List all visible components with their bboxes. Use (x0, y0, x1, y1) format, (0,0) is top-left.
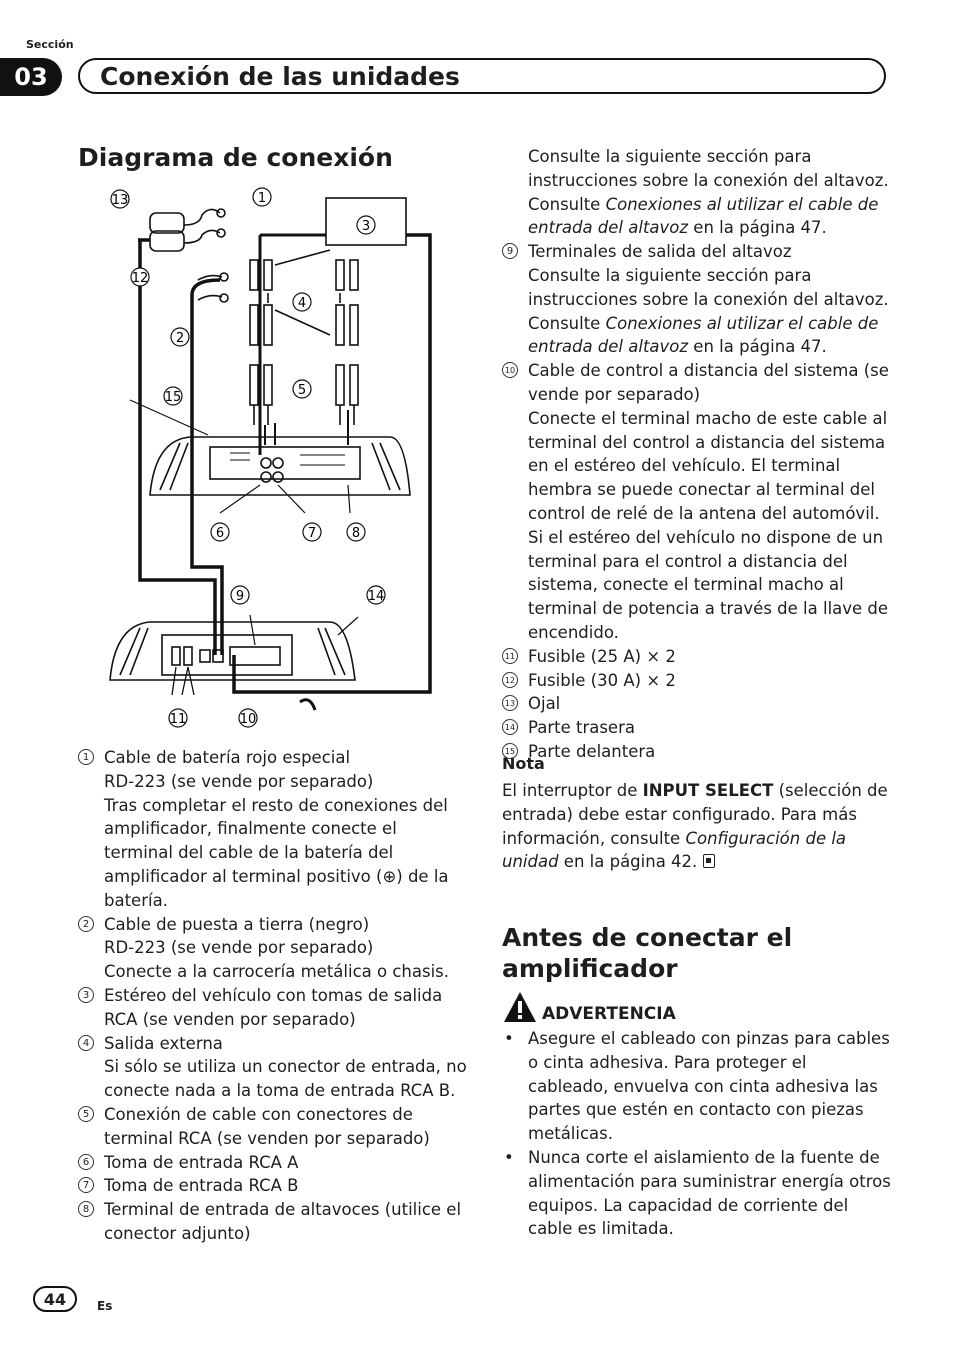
legend-item-13 (502, 692, 894, 716)
legend-text: Conecte a la carrocería metálica o chasis. (104, 962, 450, 982)
callout-13 (111, 190, 129, 208)
legend-text: Parte trasera (528, 718, 635, 738)
page-number: 44 (33, 1286, 77, 1312)
legend-text: Consulte la siguiente sección para instrucciones sobre la conexión del altavoz. Consulte (528, 147, 889, 214)
svg-text:15: 15 (164, 390, 182, 405)
legend-text: Fusible (25 A) × 2 (528, 646, 676, 666)
callout-2 (171, 328, 189, 346)
warning-bullets (502, 1027, 892, 1241)
note-body (502, 779, 890, 874)
legend-text: Terminal de entrada de altavoces (utilice el conector adjunto) (104, 1200, 462, 1243)
svg-text:11: 11 (169, 712, 187, 727)
callout-4 (293, 293, 311, 311)
language-code: Es (97, 1299, 113, 1313)
warning-bullet: • Nunca corte el aislamiento de la fuente de alimentación para suministrar energía otros equipos. La capacidad de corriente del cable es limitada. (502, 1146, 892, 1241)
legend-text: Cable de batería rojo especial (104, 748, 351, 767)
legend-text: Si sólo se utiliza un conector de entrada, no conecte nada a la toma de entrada RCA B. (104, 1057, 467, 1101)
callout-7 (303, 523, 321, 541)
callout-1 (253, 188, 271, 206)
callout-5 (293, 380, 311, 398)
legend-item-11 (502, 645, 894, 669)
callout-number: 2 (78, 916, 94, 932)
note-text: (selección de entrada) debe estar configurado. Para más información, consulte (502, 781, 888, 848)
warning-bullet: • Asegure el cableado con pinzas para cables o cinta adhesiva. Para proteger el cableado, envuelva con cinta adhesiva las partes que estén en contacto con piezas metálicas. (502, 1027, 892, 1146)
callout-15 (164, 387, 182, 405)
note-title: Nota (502, 754, 545, 773)
callout-number: 12 (502, 672, 518, 688)
rca-cables (250, 250, 358, 425)
legend-text: Conexión de cable con conectores de terminal RCA (se venden por separado) (104, 1104, 430, 1148)
ground-cable (192, 280, 225, 655)
callout-number: 3 (78, 987, 94, 1003)
legend-item-5 (78, 1103, 470, 1151)
connection-diagram (100, 185, 460, 740)
legend-text: Salida externa (104, 1033, 223, 1053)
note-keyword: INPUT SELECT (642, 781, 774, 800)
svg-text:14: 14 (367, 589, 385, 604)
callout-number: 9 (502, 243, 518, 259)
svg-text:1: 1 (257, 191, 267, 206)
callout-14 (367, 586, 385, 604)
connection-diagram-svg (100, 185, 460, 740)
legend-item-14 (502, 716, 894, 740)
svg-text:8: 8 (351, 526, 361, 541)
callout-number: 8 (78, 1201, 94, 1217)
legend-item-7 (78, 1174, 470, 1198)
callout-10 (239, 709, 257, 727)
cross-reference: Conexiones al utilizar el cable de entrada del altavoz (528, 194, 879, 238)
warning-triangle-icon (502, 990, 538, 1024)
callout-number: 6 (78, 1154, 94, 1170)
warning-label: ADVERTENCIA (542, 1004, 676, 1024)
legend-text: Estéreo del vehículo con tomas de salida RCA (se venden por separado) (104, 985, 443, 1029)
callout-3 (357, 216, 375, 234)
callout-9 (231, 586, 249, 604)
callout-number: 13 (502, 695, 518, 711)
legend-text: en la página 47. (688, 218, 827, 238)
svg-text:12: 12 (131, 271, 149, 286)
cross-reference: Configuración de la unidad (502, 828, 847, 872)
callout-11 (169, 709, 187, 727)
legend-item-3 (78, 984, 470, 1032)
svg-text:7: 7 (307, 526, 317, 541)
legend-item-12 (502, 669, 894, 693)
legend-text: Consulte la siguiente sección para instrucciones sobre la conexión del altavoz. Consulte (528, 265, 889, 333)
legend-text: en la página 47. (688, 337, 827, 357)
svg-text:10: 10 (239, 712, 257, 727)
legend-text: Cable de puesta a tierra (negro) (104, 914, 370, 934)
legend-text: Fusible (30 A) × 2 (528, 670, 676, 690)
section-number-badge: 03 (0, 58, 62, 96)
end-of-section-icon (703, 854, 715, 868)
section-title: Conexión de las unidades (78, 58, 886, 94)
callout-number: 14 (502, 719, 518, 735)
callout-number: 10 (502, 362, 518, 378)
legend-text: Parte delantera (528, 741, 656, 761)
legend-text: Ojal (528, 694, 561, 714)
svg-text:13: 13 (111, 193, 129, 208)
svg-text:9: 9 (235, 589, 245, 604)
diagram-title: Diagrama de conexión (78, 143, 393, 172)
legend-text: RD-223 (se vende por separado) (104, 771, 374, 791)
legend-text: Conecte el terminal macho de este cable al terminal del control a distancia del sistema en el estéreo del vehículo. El terminal hembra se puede conectar al terminal del control de relé de la antena del automóvil. Si el estéreo del vehículo no dispone de un terminal para el control a distancia del sistema, conecte el terminal macho al terminal de potencia a través de la llave de encendido. (528, 408, 889, 642)
legend-item-8 (78, 1198, 470, 1246)
callout-number: 7 (78, 1177, 94, 1193)
callout-number: 5 (78, 1106, 94, 1122)
antes-title: Antes de conectar el amplificador (502, 923, 793, 983)
callout-number: 11 (502, 648, 518, 664)
callout-number: 1 (78, 749, 94, 765)
legend-text: Cable de control a distancia del sistema (se vende por separado) (528, 361, 889, 404)
fuse-holder-top (150, 213, 184, 233)
legend-item-15 (502, 740, 894, 764)
callout-number: 15 (502, 743, 518, 759)
callout-number: 4 (78, 1035, 94, 1051)
legend-item-6 (78, 1151, 470, 1175)
legend-item-9 (502, 240, 894, 359)
legend-item-2 (78, 913, 470, 984)
note-text: El interruptor de (502, 781, 643, 800)
callout-8 (347, 523, 365, 541)
note-text: en la página 42. (558, 852, 698, 872)
legend-text: Toma de entrada RCA A (104, 1152, 299, 1172)
callout-6 (211, 523, 229, 541)
legend-item-1 (78, 746, 470, 913)
svg-text:5: 5 (297, 383, 307, 398)
legend-item-8-continuation (502, 145, 894, 240)
legend-text: Toma de entrada RCA B (104, 1176, 299, 1196)
left-legend-list (78, 746, 470, 1246)
fuse-holder-bottom (150, 231, 184, 251)
cross-reference: Conexiones al utilizar el cable de entrada del altavoz (528, 313, 879, 357)
svg-text:6: 6 (215, 526, 225, 541)
legend-item-10 (502, 359, 894, 645)
svg-text:3: 3 (361, 219, 371, 234)
legend-text: Tras completar el resto de conexiones del amplificador, finalmente conecte el terminal del cable de la batería del amplificador al terminal positivo (⊕) de la batería. (104, 795, 449, 910)
warning-heading (502, 990, 676, 1024)
svg-text:4: 4 (297, 296, 307, 311)
legend-item-4 (78, 1032, 470, 1103)
legend-text: Terminales de salida del altavoz (528, 242, 792, 262)
svg-text:2: 2 (175, 331, 185, 346)
section-label: Sección (26, 38, 74, 51)
remote-cable (234, 235, 430, 692)
legend-text: RD-223 (se vende por separado) (104, 938, 374, 958)
right-legend-list (502, 145, 894, 764)
callout-12 (131, 268, 149, 286)
